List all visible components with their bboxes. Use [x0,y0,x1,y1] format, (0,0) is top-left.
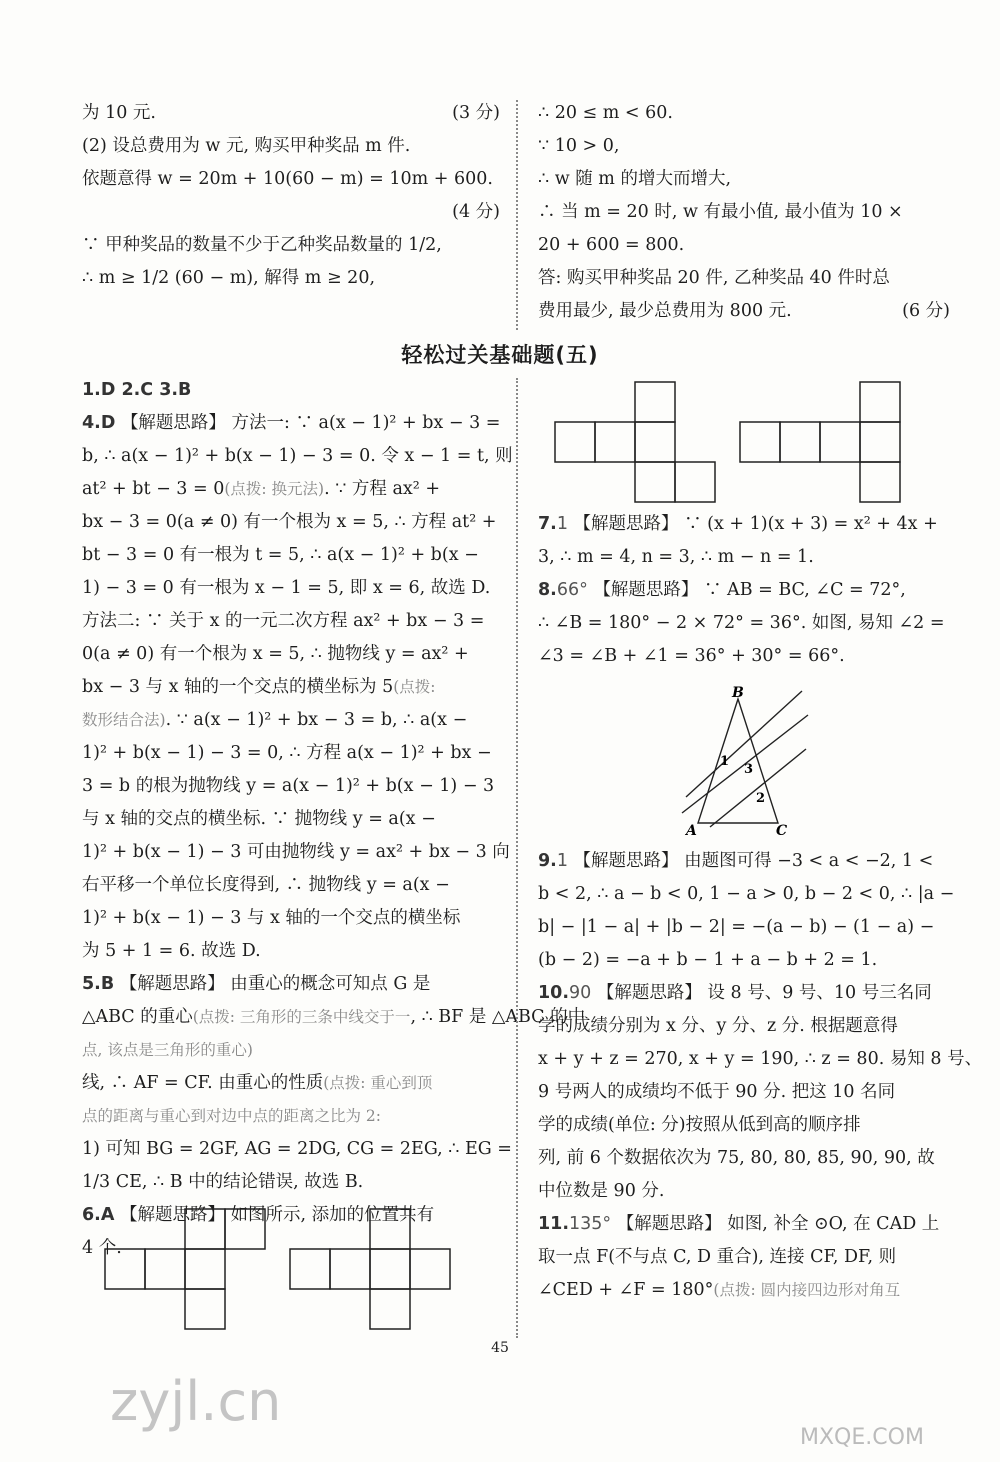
text-line [538,878,955,911]
text-line [538,295,950,328]
line-text: 1)² + b(x − 1) − 3 可由抛物线 y = ax² + bx − 3 向 [82,842,510,862]
line-text: 答: 购买甲种奖品 20 件, 乙种奖品 40 件时总 [538,268,890,288]
text-line [82,506,500,539]
angle-label-1: 1 [720,754,730,769]
score-note: (4 分) [452,202,500,222]
line-text: 【解题思路】 ∵ (x + 1)(x + 3) = x² + 4x + [573,514,938,534]
line-text: b| − |1 − a| + |b − 2| = −(a − b) − (1 − a) − [538,917,935,937]
hint-note: (点拨: 圆内接四边形对角互 [713,1281,901,1299]
text-line [538,574,950,607]
line-text: 依题意得 w = 20m + 10(60 − m) = 10m + 600. [82,169,493,189]
answer-value: 66° [556,580,588,600]
text-line [82,97,500,130]
text-line [82,836,510,869]
line-text: 【解题思路】 ∵ AB = BC, ∠C = 72°, [593,580,906,600]
text-line [82,1034,500,1067]
answer-value: 1 [556,851,568,871]
hint-note: 数形结合法) [82,711,166,729]
line-text: 中位数是 90 分. [538,1181,665,1201]
text-line [538,845,950,878]
top-left-column [82,97,500,295]
line-text: 取一点 F(不与点 C, D 重合), 连接 CF, DF, 则 [538,1247,897,1267]
text-line [82,902,500,935]
text-line [538,1010,950,1043]
text-line [82,770,500,803]
column-divider [516,378,518,1338]
line-text: 【解题思路】 由重心的概念可知点 G 是 [119,974,431,994]
line-text: bt − 3 = 0 有一根为 t = 5, ∴ a(x − 1)² + b(x − [82,545,479,565]
line-text: ∴ 当 m = 20 时, w 有最小值, 最小值为 10 × [538,202,903,222]
line-text: b < 2, ∴ a − b < 0, 1 − a > 0, b − 2 < 0, ∴ |a − [538,884,955,904]
question-number: 6.A [82,1205,115,1225]
line-text: 【解题思路】 由题图可得 −3 < a < −2, 1 < [573,851,934,871]
question-number: 9. [538,851,557,871]
section-title: 轻松过关基础题(五) [401,343,599,367]
line-text: ∵ 甲种奖品的数量不少于乙种奖品数量的 1/2, [82,235,442,255]
hint-note: (点拨: 三角形的三条中线交于一 [192,1008,411,1026]
line-text: 20 + 600 = 800. [538,235,685,255]
text-line [82,374,500,407]
line-text: bx − 3 与 x 轴的一个交点的横坐标为 5 [82,677,394,697]
question-number: 5.B [82,974,115,994]
line-text: at² + bt − 3 = 0 [82,479,225,499]
text-line [82,130,500,163]
cube-net-figure-left [105,1207,505,1332]
text-line [538,1109,950,1142]
text-line [82,440,513,473]
line-text: 学的成绩(单位: 分)按照从低到高的顺序排 [538,1115,861,1135]
text-line [82,968,500,1001]
cube-net-figure-right [555,380,955,505]
line-text: (b − 2) = −a + b − 1 + a − b + 2 = 1. [538,950,878,970]
line-text: 费用最少, 最少总费用为 800 元. [538,301,792,321]
text-line [82,1100,500,1133]
score-note: (6 分) [902,301,950,321]
line-text: 4 个. [82,1238,122,1258]
text-line [538,1274,950,1307]
line-text: ∴ 20 ≤ m < 60. [538,103,673,123]
text-line [82,1166,500,1199]
line-text: b, ∴ a(x − 1)² + b(x − 1) − 3 = 0. 令 x − 1 = t, 则 [82,446,513,466]
line-text: 线, ∴ AF = CF. 由重心的性质 [82,1073,324,1093]
hint-note: (点拨: 换元法) [224,480,325,498]
text-line [538,229,950,262]
text-line [538,944,950,977]
vertex-label-a: A [686,823,697,839]
line-text: 右平移一个单位长度得到, ∴ 抛物线 y = a(x − [82,875,450,895]
text-line [82,935,500,968]
text-line [82,737,500,770]
question-number: 10. [538,983,570,1003]
text-line [82,671,500,704]
line-text: △ABC 的重心 [82,1007,193,1027]
text-line [82,196,500,229]
watermark-left: zyjl.cn [110,1370,282,1433]
line-tail: . ∵ a(x − 1)² + bx − 3 = b, ∴ a(x − [165,710,468,730]
line-text: 1)² + b(x − 1) − 3 = 0, ∴ 方程 a(x − 1)² + bx − [82,743,492,763]
text-line [538,1208,950,1241]
text-line [82,638,500,671]
text-line [538,1142,950,1175]
text-line [82,869,500,902]
answer-value: 1 [556,514,568,534]
top-right-column [538,97,950,328]
line-text: ∴ ∠B = 180° − 2 × 72° = 36°. 如图, 易知 ∠2 = [538,613,945,633]
answer-value: 90 [569,983,592,1003]
line-text: 1) 可知 BG = 2GF, AG = 2DG, CG = 2EG, ∴ EG = [82,1139,512,1159]
angle-label-2: 2 [756,791,766,806]
text-line [538,130,950,163]
text-line [538,508,950,541]
text-line [82,572,500,605]
hint-note: 点的距离与重心到对边中点的距离之比为 2: [82,1107,382,1125]
text-line [538,262,950,295]
text-line [82,1133,512,1166]
text-line [82,262,500,295]
hint-note: 点, 该点是三角形的重心) [82,1041,253,1059]
line-text: 1/3 CE, ∴ B 中的结论错误, 故选 B. [82,1172,364,1192]
question-number: 1.D 2.C 3.B [82,380,192,400]
question-number: 7. [538,514,557,534]
text-line [538,1241,950,1274]
text-line [82,1067,500,1100]
text-line [538,977,950,1010]
question-number: 4.D [82,413,116,433]
line-text: 9 号两人的成绩均不低于 90 分. 把这 10 名同 [538,1082,896,1102]
text-line [538,911,950,944]
line-text: 与 x 轴的交点的横坐标. ∵ 抛物线 y = a(x − [82,809,436,829]
line-text: 方法二: ∵ 关于 x 的一元二次方程 ax² + bx − 3 = [82,611,485,631]
line-text: 【解题思路】 设 8 号、9 号、10 号三名同 [596,983,932,1003]
hint-note: (点拨: [393,678,436,696]
text-line [82,407,500,440]
text-line [82,704,500,737]
line-text: (2) 设总费用为 w 元, 购买甲种奖品 m 件. [82,136,411,156]
hint-note: (点拨: 重心到顶 [323,1074,433,1092]
line-text: 1) − 3 = 0 有一根为 x − 1 = 5, 即 x = 6, 故选 D. [82,578,491,598]
right-column-b [538,845,983,1307]
watermark-right: MXQE.COM [800,1425,924,1450]
page-number: 45 [491,1340,509,1356]
line-tail: . ∵ 方程 ax² + [324,479,441,499]
text-line [538,1175,950,1208]
line-text: ∠CED + ∠F = 180° [538,1280,714,1300]
text-line [82,803,500,836]
text-line [82,1001,586,1034]
answer-value: 135° [569,1214,612,1234]
line-text: ∵ 10 > 0, [538,136,620,156]
text-line [538,1076,950,1109]
line-text: x + y + z = 270, x + y = 190, ∴ z = 80. 易知 8 号、 [538,1049,983,1069]
text-line [82,163,500,196]
line-text: 1)² + b(x − 1) − 3 与 x 轴的一个交点的横坐标 [82,908,461,928]
text-line [538,196,950,229]
text-line [538,97,950,130]
line-text: 3, ∴ m = 4, n = 3, ∴ m − n = 1. [538,547,814,567]
line-tail: , ∴ BF 是 △ABC 的中 [410,1007,586,1027]
text-line [82,473,500,506]
text-line [538,607,950,640]
question-number: 8. [538,580,557,600]
line-text: 【解题思路】 如图所示, 添加的位置共有 [119,1205,435,1225]
line-text: 0(a ≠ 0) 有一个根为 x = 5, ∴ 抛物线 y = ax² + [82,644,469,664]
text-line [538,640,950,673]
line-text: 列, 前 6 个数据依次为 75, 80, 80, 85, 90, 90, 故 [538,1148,935,1168]
line-text: bx − 3 = 0(a ≠ 0) 有一个根为 x = 5, ∴ 方程 at² + [82,512,497,532]
text-line [538,541,950,574]
text-line [538,163,950,196]
line-text: 学的成绩分别为 x 分、y 分、z 分. 根据题意得 [538,1016,898,1036]
vertex-label-b: B [732,685,744,701]
text-line [82,229,500,262]
score-note: (3 分) [452,103,500,123]
line-text: ∴ w 随 m 的增大而增大, [538,169,732,189]
line-text: 为 10 元. [82,103,156,123]
text-line [82,605,500,638]
triangle-figure [680,685,810,840]
line-text: 为 5 + 1 = 6. 故选 D. [82,941,261,961]
vertex-label-c: C [776,823,788,839]
text-line [82,539,500,572]
right-column-a [538,508,950,673]
angle-label-3: 3 [744,762,754,777]
line-text: 【解题思路】 方法一: ∵ a(x − 1)² + bx − 3 = [120,413,501,433]
line-text: 【解题思路】 如图, 补全 ⊙O, 在 CAD 上 [616,1214,940,1234]
question-number: 11. [538,1214,570,1234]
text-line [538,1043,983,1076]
line-text: ∠3 = ∠B + ∠1 = 36° + 30° = 66°. [538,646,845,666]
column-divider [516,100,518,330]
line-text: 3 = b 的根为抛物线 y = a(x − 1)² + b(x − 1) − 3 [82,776,495,796]
line-text: ∴ m ≥ 1/2 (60 − m), 解得 m ≥ 20, [82,268,376,288]
